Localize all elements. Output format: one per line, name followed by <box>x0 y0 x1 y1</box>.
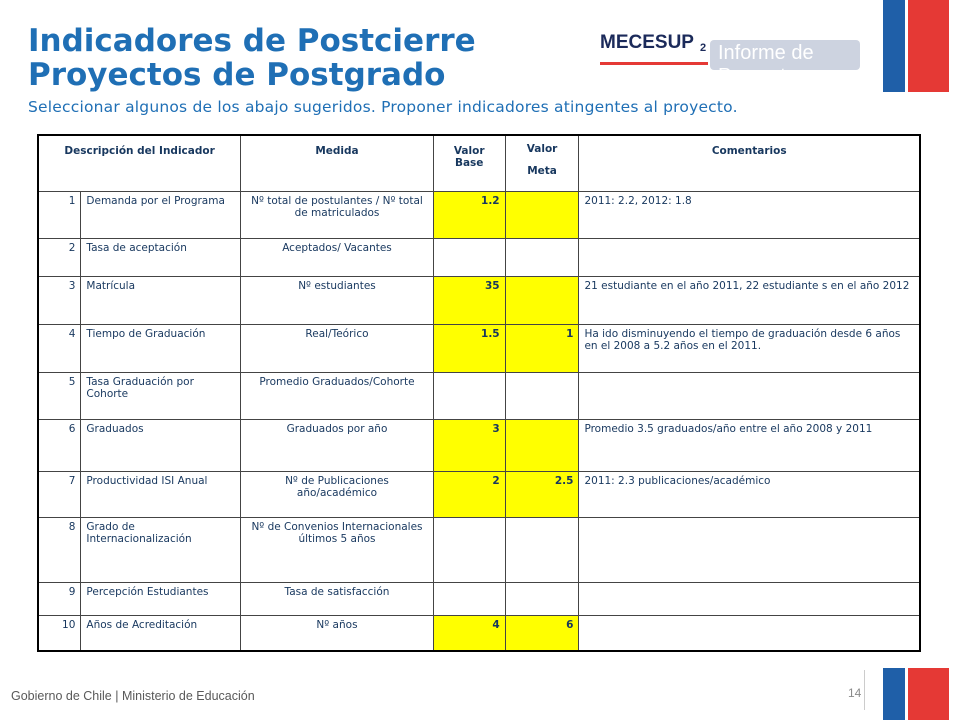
indicator-comment <box>579 372 920 420</box>
table-header-row <box>38 135 920 191</box>
indicators-table <box>37 134 921 652</box>
table-row <box>38 420 920 472</box>
table-row <box>38 276 920 324</box>
row-number: 1 <box>38 191 81 239</box>
flag-decoration-bottom <box>883 668 949 720</box>
indicator-comment: Ha ido disminuyendo el tiempo de graduación desde 6 años en el 2008 a 5.2 años en el 2011. <box>579 324 920 372</box>
indicator-description: Graduados <box>81 420 241 472</box>
value-meta <box>505 420 579 472</box>
indicator-measure: Nº total de postulantes / Nº total de matriculados <box>241 191 434 239</box>
table-row <box>38 518 920 583</box>
value-meta <box>505 191 579 239</box>
table-row <box>38 472 920 518</box>
row-number: 10 <box>38 616 81 651</box>
indicator-measure: Nº estudiantes <box>241 276 434 324</box>
row-number: 5 <box>38 372 81 420</box>
indicator-description: Tasa de aceptación <box>81 239 241 276</box>
indicator-measure: Nº años <box>241 616 434 651</box>
indicator-description: Matrícula <box>81 276 241 324</box>
indicator-comment <box>579 239 920 276</box>
indicator-comment: Promedio 3.5 graduados/año entre el año 2008 y 2011 <box>579 420 920 472</box>
indicator-description: Tiempo de Graduación <box>81 324 241 372</box>
row-number: 9 <box>38 582 81 615</box>
row-number: 6 <box>38 420 81 472</box>
logo-underline <box>600 62 708 65</box>
value-base: 4 <box>433 616 505 651</box>
row-number: 2 <box>38 239 81 276</box>
page-title <box>28 24 476 92</box>
value-meta <box>505 276 579 324</box>
indicator-measure: Tasa de satisfacción <box>241 582 434 615</box>
logo-superscript: 2 <box>700 42 707 54</box>
row-number: 8 <box>38 518 81 583</box>
flag-red-stripe <box>908 668 949 720</box>
table-row <box>38 372 920 420</box>
indicator-comment: 2011: 2.2, 2012: 1.8 <box>579 191 920 239</box>
indicator-comment <box>579 582 920 615</box>
value-base <box>433 239 505 276</box>
row-number: 3 <box>38 276 81 324</box>
logo-brand: MECESUP <box>600 32 694 53</box>
indicator-measure: Nº de Publicaciones año/académico <box>241 472 434 518</box>
header-valor-meta: Valor Meta <box>505 135 579 191</box>
value-meta: 1 <box>505 324 579 372</box>
mecesup-logo <box>598 28 862 87</box>
indicator-measure: Real/Teórico <box>241 324 434 372</box>
flag-red-stripe <box>908 0 949 92</box>
indicator-measure: Nº de Convenios Internacionales últimos 5 años <box>241 518 434 583</box>
header-comentarios: Comentarios <box>579 135 920 191</box>
flag-blue-stripe <box>883 0 905 92</box>
table-row <box>38 616 920 651</box>
header-valor-base: Valor Base <box>433 135 505 191</box>
value-meta <box>505 518 579 583</box>
indicator-description: Demanda por el Programa <box>81 191 241 239</box>
header-descripcion: Descripción del Indicador <box>38 135 241 191</box>
indicator-comment: 21 estudiante en el año 2011, 22 estudiante s en el año 2012 <box>579 276 920 324</box>
value-meta <box>505 239 579 276</box>
footer-divider <box>864 670 865 710</box>
value-base: 2 <box>433 472 505 518</box>
indicator-description: Años de Acreditación <box>81 616 241 651</box>
table-row <box>38 239 920 276</box>
row-number: 4 <box>38 324 81 372</box>
indicator-comment <box>579 518 920 583</box>
value-base: 1.5 <box>433 324 505 372</box>
row-number: 7 <box>38 472 81 518</box>
table-row <box>38 582 920 615</box>
indicator-measure: Aceptados/ Vacantes <box>241 239 434 276</box>
value-base: 35 <box>433 276 505 324</box>
value-base <box>433 518 505 583</box>
flag-decoration-top <box>883 0 949 92</box>
title-line-1: Indicadores de Postcierre <box>28 23 476 59</box>
footer-text: Gobierno de Chile | Ministerio de Educación <box>11 689 255 703</box>
table-row <box>38 324 920 372</box>
page-subtitle: Seleccionar algunos de los abajo sugeridos. Proponer indicadores atingentes al proyecto. <box>28 98 738 116</box>
indicator-description: Percepción Estudiantes <box>81 582 241 615</box>
indicator-measure: Graduados por año <box>241 420 434 472</box>
indicator-description: Grado de Internacionalización <box>81 518 241 583</box>
header-medida: Medida <box>241 135 434 191</box>
value-meta: 6 <box>505 616 579 651</box>
title-line-2: Proyectos de Postgrado <box>28 57 446 93</box>
logo-tagline-box <box>710 40 860 87</box>
value-base: 1.2 <box>433 191 505 239</box>
value-base: 3 <box>433 420 505 472</box>
value-meta <box>505 372 579 420</box>
logo-tagline: Informe de Proyecto <box>718 42 814 87</box>
indicator-comment <box>579 616 920 651</box>
value-meta: 2.5 <box>505 472 579 518</box>
value-base <box>433 582 505 615</box>
flag-blue-stripe <box>883 668 905 720</box>
value-meta <box>505 582 579 615</box>
indicator-description: Productividad ISI Anual <box>81 472 241 518</box>
table-row <box>38 191 920 239</box>
indicator-comment: 2011: 2.3 publicaciones/académico <box>579 472 920 518</box>
page-number: 14 <box>848 686 862 700</box>
value-base <box>433 372 505 420</box>
indicator-description: Tasa Graduación por Cohorte <box>81 372 241 420</box>
indicator-measure: Promedio Graduados/Cohorte <box>241 372 434 420</box>
